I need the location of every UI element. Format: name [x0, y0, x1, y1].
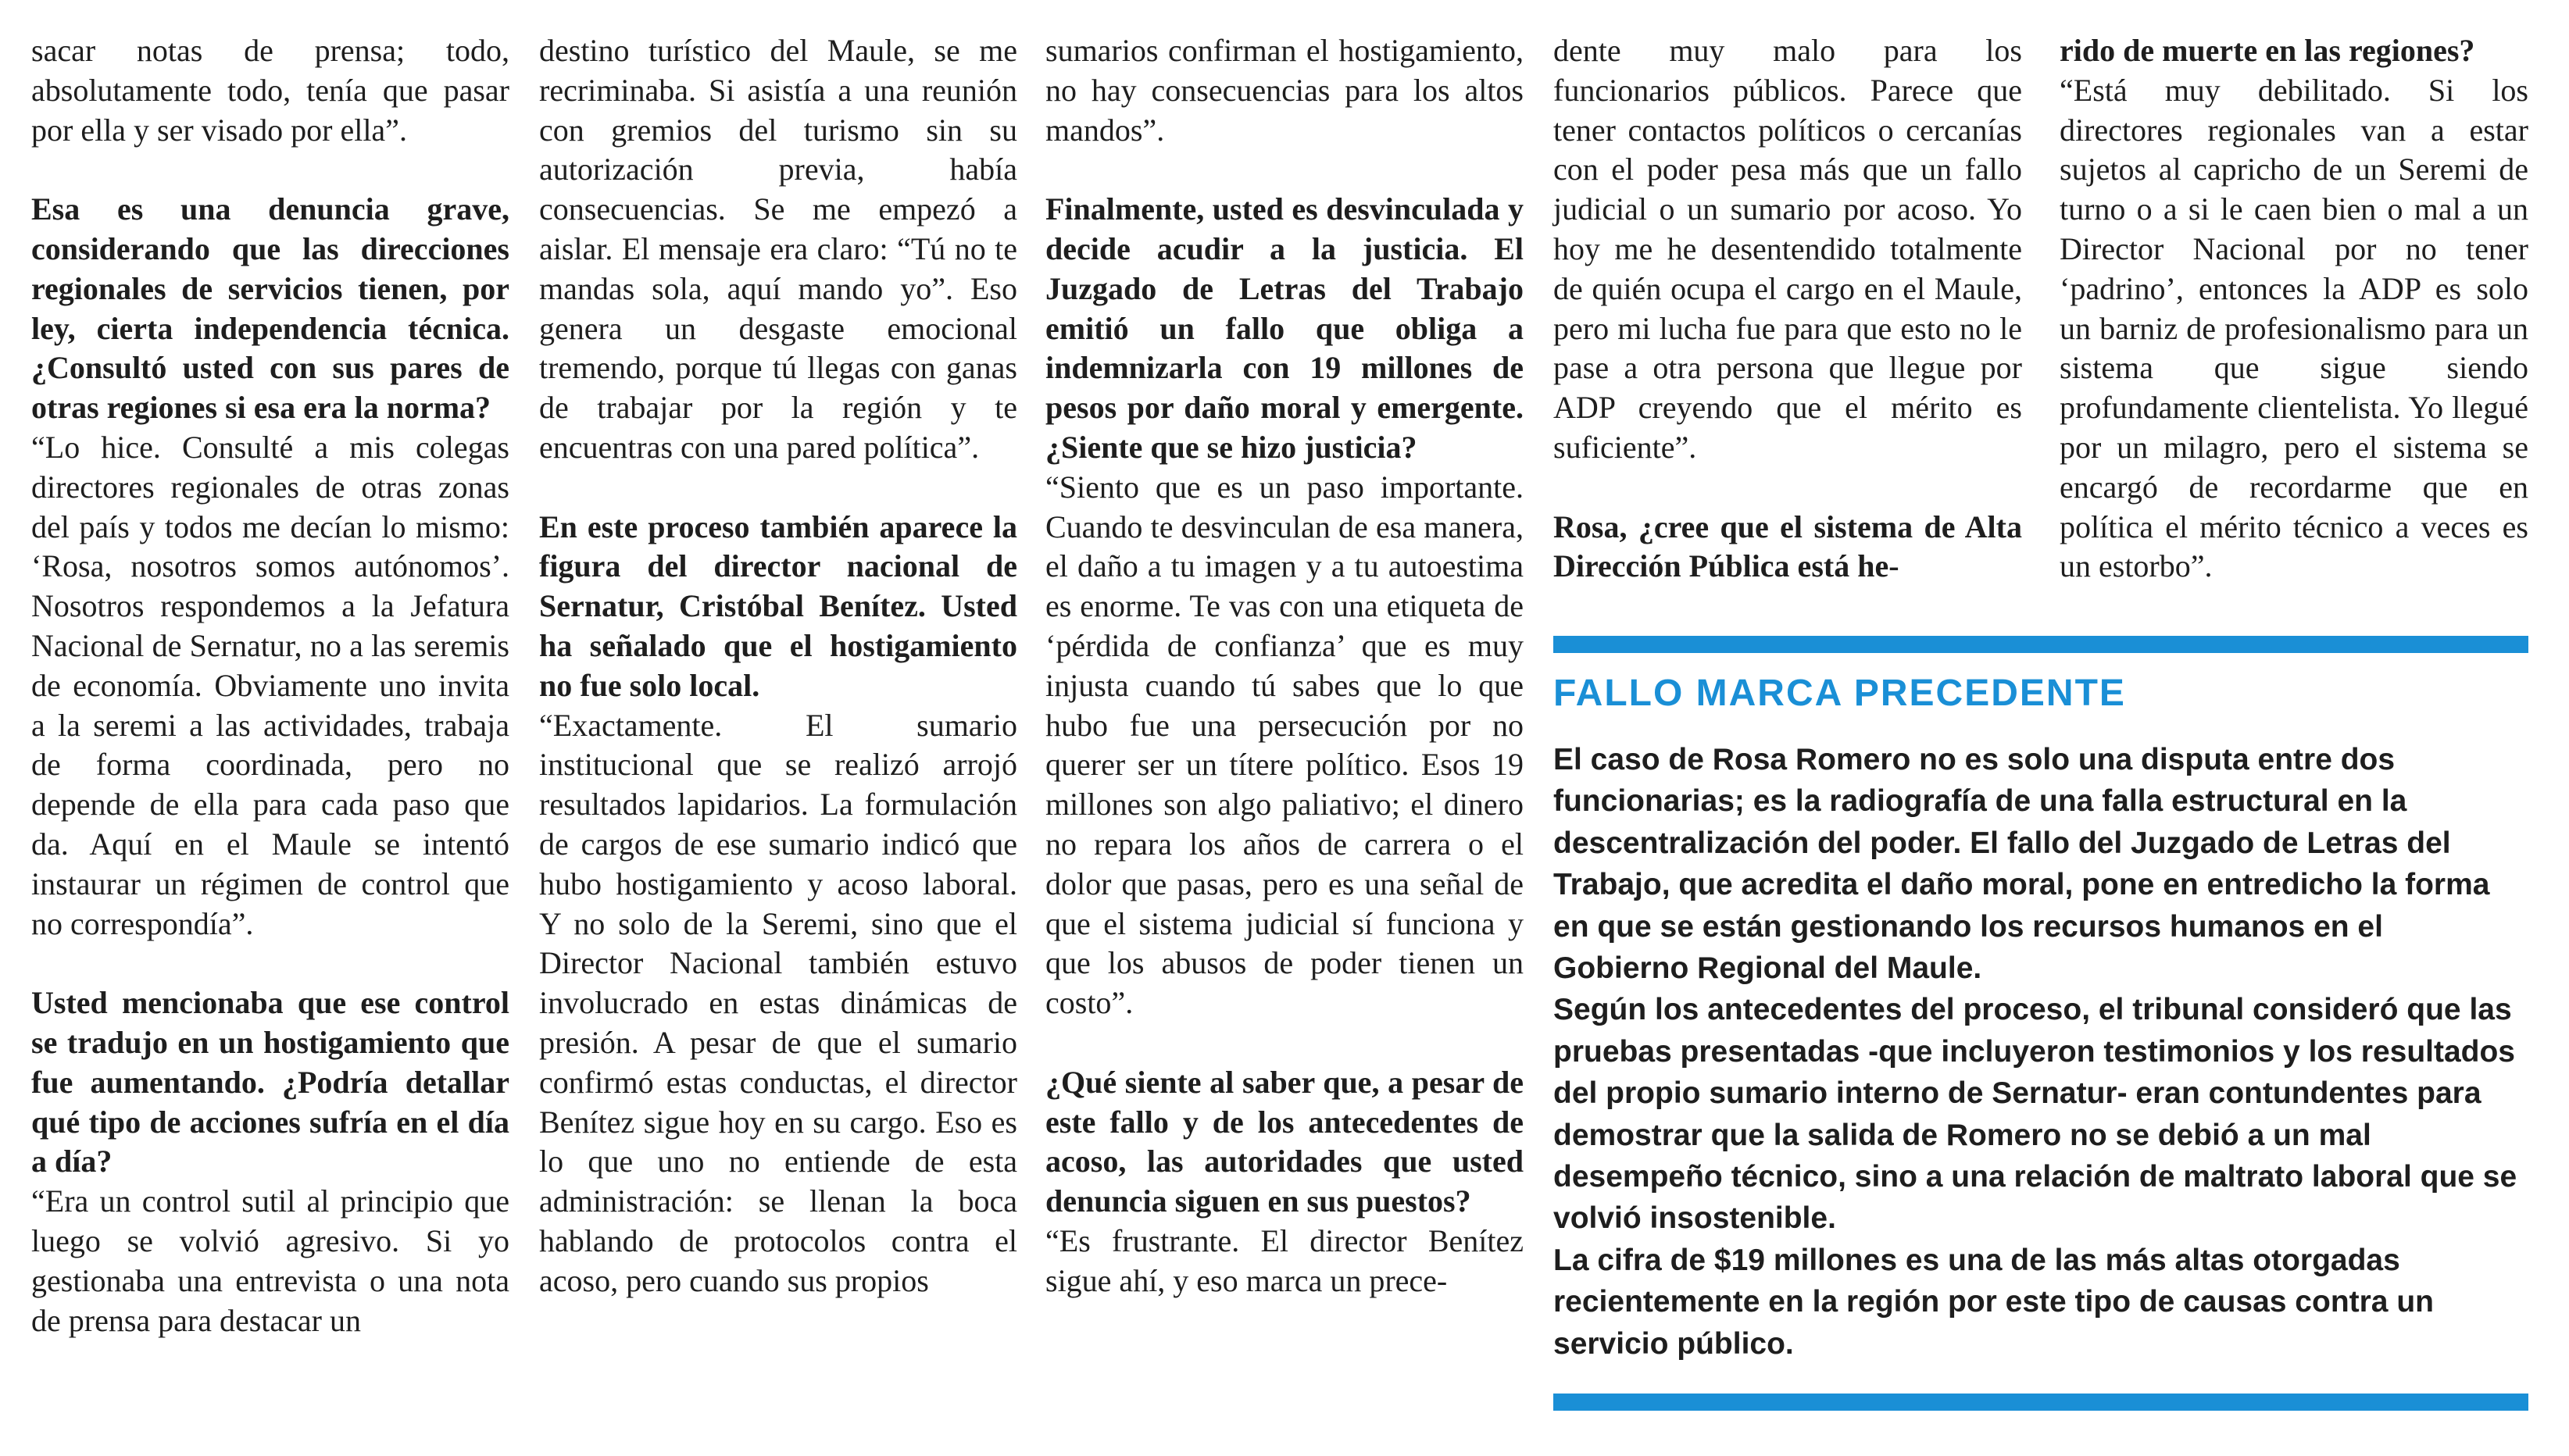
article-column-3	[1045, 31, 1524, 1301]
answer-paragraph: “Lo hice. Consulté a mis colegas directores regionales de otras zonas del país y todos me decían lo mismo: ‘Rosa, nosotros somos autónomos’. Nosotros respondemos a la Jefatura Nacional de Sernatur, no a las seremis de economía. Obviamente uno invita a la seremi a las actividades, trabaja de forma coordinada, pero no depende de ella para cada paso que da. Aquí en el Maule se intentó instaurar un régimen de control que no correspondía”.	[31, 429, 509, 941]
answer-paragraph: sumarios confirman el hostigamiento, no hay consecuencias para los altos mandos”.	[1045, 33, 1524, 148]
article-column-1	[31, 31, 509, 1340]
answer-paragraph: sacar notas de prensa; todo, absolutamente todo, tenía que pasar por ella y ser visado por ella”.	[31, 33, 509, 148]
answer-paragraph: dente muy malo para los funcionarios públicos. Parece que tener contactos políticos o cercanías con el poder pesa más que un fallo judicial o un sumario por acoso. Yo hoy me he desentendido totalmente de quién ocupa el cargo en el Maule, pero mi lucha fue para que esto no le pase a otra persona que llegue por ADP creyendo que el mérito es suficiente”.	[1553, 33, 2022, 465]
interview-question: Finalmente, usted es desvinculada y decide acudir a la justicia. El Juzgado de Letras del Trabajo emitió un fallo que obliga a indemnizarla con 19 millones de pesos por daño moral y emergente. ¿Siente que se hizo justicia?	[1045, 191, 1524, 465]
answer-paragraph: “Era un control sutil al principio que luego se volvió agresivo. Si yo gestionaba una entrevista o una nota de prensa para destacar un	[31, 1183, 509, 1338]
answer-paragraph: “Está muy debilitado. Si los directores regionales van a estar sujetos al capricho de un Seremi de turno o a si le caen bien o mal a un Director Nacional por no tener ‘padrino’, entonces la ADP es solo un barniz de profesionalismo para un sistema que sigue siendo profundamente clientelista. Yo llegué por un milagro, pero el sistema se encargó de recordarme que en política el mérito técnico a veces es un estorbo”.	[2060, 72, 2528, 584]
sidebar-bottom-rule	[1553, 1394, 2528, 1411]
sidebar-body	[1553, 739, 2522, 1365]
interview-question: Usted mencionaba que ese control se tradujo en un hostigamiento que fue aumentando. ¿Podría detallar qué tipo de acciones sufría en el día a día?	[31, 985, 509, 1179]
sidebar-box	[1553, 636, 2528, 1411]
answer-paragraph: destino turístico del Maule, se me recriminaba. Si asistía a una reunión con gremios del turismo sin su autorización previa, había consecuencias. Se me empezó a aislar. El mensaje era claro: “Tú no te mandas sola, aquí mando yo”. Eso genera un desgaste emocional tremendo, porque tú llegas con ganas de trabajar por la región y te encuentras con una pared política”.	[539, 33, 1017, 465]
article-column-2	[539, 31, 1017, 1301]
answer-paragraph: “Es frustrante. El director Benítez sigue ahí, y eso marca un prece-	[1045, 1222, 1524, 1298]
answer-paragraph: “Siento que es un paso importante. Cuando te desvinculan de esa manera, el daño a tu imagen y a tu autoestima es enorme. Te vas con una etiqueta de ‘pérdida de confianza’ que es muy injusta cuando tú sabes que lo que hubo fue una persecución por no querer ser un títere político. Esos 19 millones son algo paliativo; el dinero no repara los años de carrera o el dolor que pasas, pero es una señal de que el sistema judicial sí funciona y que los abusos de poder tienen un costo”.	[1045, 469, 1524, 1021]
interview-question: Esa es una denuncia grave, considerando que las direcciones regionales de servicios tienen, por ley, cierta independencia técnica. ¿Consultó usted con sus pares de otras regiones si esa era la norma?	[31, 191, 509, 426]
article-column-5	[2060, 31, 2528, 587]
interview-question: rido de muerte en las regiones?	[2060, 33, 2475, 68]
interview-question: Rosa, ¿cree que el sistema de Alta Dirección Pública está he-	[1553, 509, 2022, 584]
sidebar-paragraph: Según los antecedentes del proceso, el tribunal consideró que las pruebas presentadas -que incluyeron testimonios y los resultados del propio sumario interno de Sernatur- eran contundentes para demostrar que la salida de Romero no se debió a un mal desempeño técnico, sino a una relación de maltrato laboral que se volvió insostenible.	[1553, 993, 2517, 1236]
sidebar-paragraph: La cifra de $19 millones es una de las más altas otorgadas recientemente en la región por este tipo de causas contra un servicio público.	[1553, 1243, 2434, 1361]
article-column-4	[1553, 31, 2022, 587]
sidebar-paragraph: El caso de Rosa Romero no es solo una disputa entre dos funcionarias; es la radiografía de una falla estructural en la descentralización del poder. El fallo del Juzgado de Letras del Trabajo, que acredita el daño moral, pone en entredicho la forma en que se están gestionando los recursos humanos en el Gobierno Regional del Maule.	[1553, 743, 2490, 986]
answer-paragraph: “Exactamente. El sumario institucional que se realizó arrojó resultados lapidarios. La formulación de cargos de ese sumario indicó que hubo hostigamiento y acoso laboral. Y no solo de la Seremi, sino que el Director Nacional también estuvo involucrado en estas dinámicas de presión. A pesar de que el sumario confirmó estas conductas, el director Benítez sigue hoy en su cargo. Eso es lo que uno no entiende de esta administración: se llenan la boca hablando de protocolos contra el acoso, pero cuando sus propios	[539, 707, 1017, 1298]
interview-question: ¿Qué siente al saber que, a pesar de este fallo y de los antecedentes de acoso, las autoridades que usted denuncia siguen en sus puestos?	[1045, 1064, 1524, 1219]
sidebar-title: FALLO MARCA PRECEDENTE	[1553, 673, 2126, 714]
interview-question: En este proceso también aparece la figura del director nacional de Sernatur, Cristóbal Benítez. Usted ha señalado que el hostigamiento no fue solo local.	[539, 509, 1017, 703]
sidebar-top-rule	[1553, 636, 2528, 653]
